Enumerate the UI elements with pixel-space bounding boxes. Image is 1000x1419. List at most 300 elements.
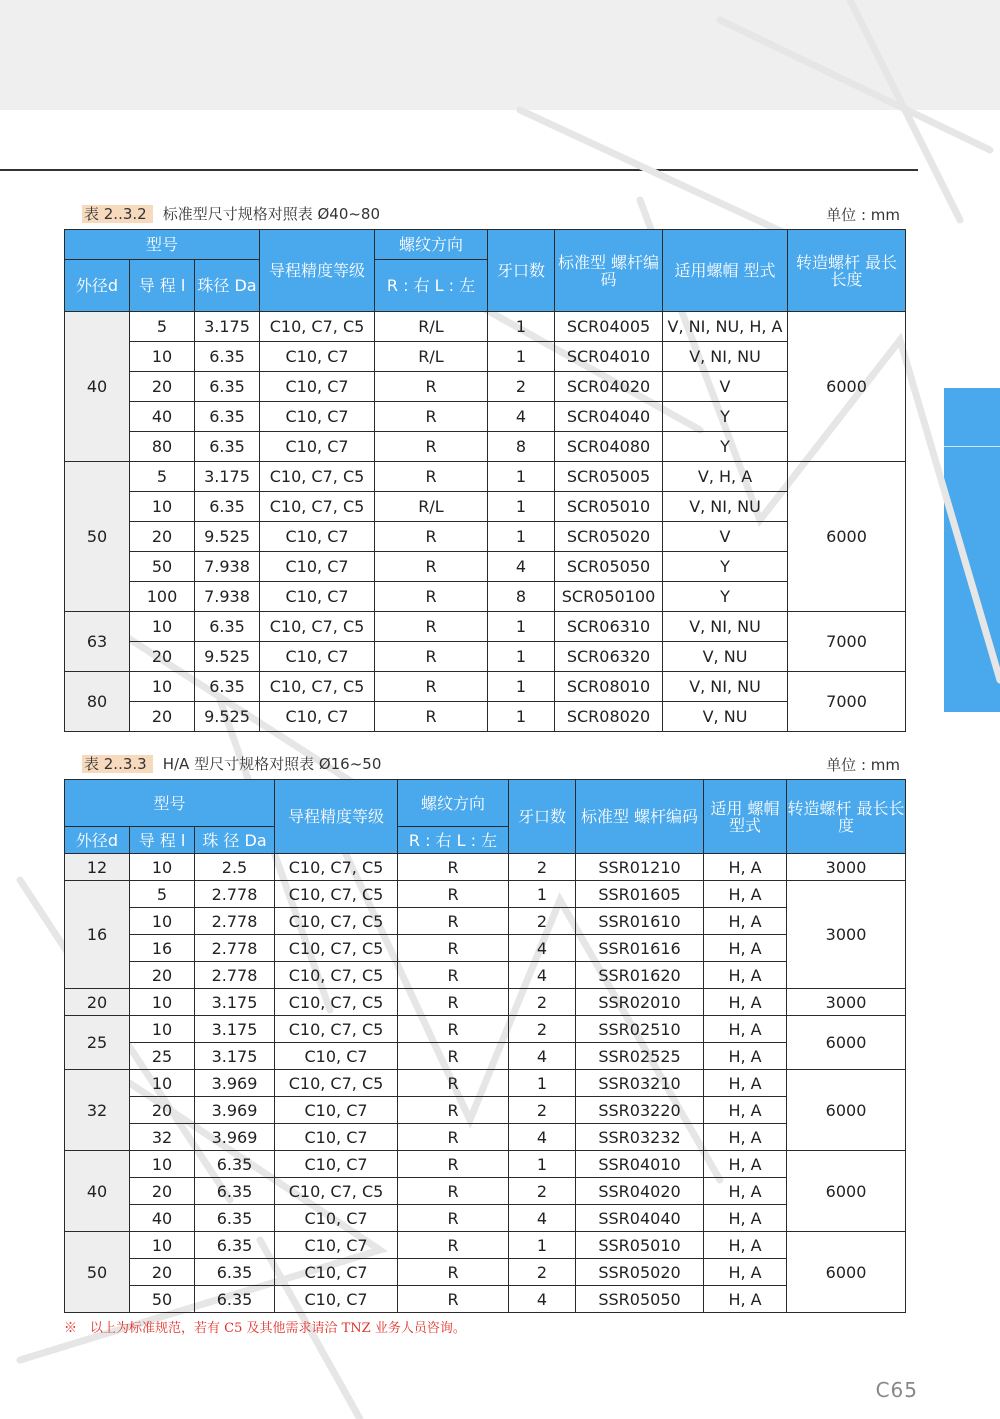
cell-screw-code: SSR01605 — [576, 881, 704, 908]
header-max-length: 转造螺杆 最长长度 — [788, 230, 906, 312]
cell-lead: 20 — [130, 522, 195, 552]
cell-screw-code: SSR01620 — [576, 962, 704, 989]
cell-lead: 50 — [130, 1286, 195, 1313]
cell-nut-type: V, NI, NU — [663, 492, 788, 522]
cell-accuracy: C10, C7, C5 — [260, 462, 375, 492]
cell-starts: 1 — [488, 612, 555, 642]
cell-nut-type: V, NI, NU — [663, 612, 788, 642]
cell-ball-diameter: 6.35 — [195, 672, 260, 702]
table-row — [65, 1286, 906, 1313]
header-starts: 牙口数 — [509, 780, 576, 854]
cell-nut-type: H, A — [704, 1124, 787, 1151]
cell-screw-code: SCR050100 — [555, 582, 663, 612]
cell-ball-diameter: 3.969 — [195, 1124, 275, 1151]
cell-starts: 2 — [509, 854, 576, 881]
cell-ball-diameter: 3.175 — [195, 1043, 275, 1070]
cell-screw-code: SCR05010 — [555, 492, 663, 522]
table-row — [65, 962, 906, 989]
cell-thread-direction: R — [375, 372, 488, 402]
cell-ball-diameter: 6.35 — [195, 1232, 275, 1259]
cell-thread-direction: R — [398, 935, 509, 962]
cell-accuracy: C10, C7 — [275, 1232, 398, 1259]
cell-thread-direction: R — [398, 1043, 509, 1070]
cell-starts: 1 — [509, 1232, 576, 1259]
cell-nut-type: V, NI, NU — [663, 342, 788, 372]
cell-starts: 2 — [509, 989, 576, 1016]
header-thread-direction: 螺纹方向 — [375, 230, 488, 260]
cell-ball-diameter: 3.175 — [195, 989, 275, 1016]
cell-nut-type: H, A — [704, 989, 787, 1016]
cell-screw-code: SSR04020 — [576, 1178, 704, 1205]
cell-lead: 10 — [130, 908, 195, 935]
cell-screw-code: SSR02010 — [576, 989, 704, 1016]
footnote: ※ 以上为标准规范，若有 C5 及其他需求请洽 TNZ 业务人员咨询。 — [64, 1321, 466, 1336]
cell-ball-diameter: 3.175 — [195, 462, 260, 492]
table-row — [65, 372, 906, 402]
cell-thread-direction: R — [398, 1016, 509, 1043]
table-row — [65, 908, 906, 935]
cell-starts: 2 — [488, 372, 555, 402]
table-row — [65, 1178, 906, 1205]
cell-nut-type: Y — [663, 432, 788, 462]
top-band — [0, 0, 1000, 110]
cell-nut-type: H, A — [704, 1259, 787, 1286]
cell-nut-type: H, A — [704, 1286, 787, 1313]
cell-nut-type: H, A — [704, 1205, 787, 1232]
table-row — [65, 462, 906, 492]
cell-lead: 20 — [130, 372, 195, 402]
cell-ball-diameter: 6.35 — [195, 1151, 275, 1178]
cell-accuracy: C10, C7 — [275, 1151, 398, 1178]
cell-starts: 4 — [488, 552, 555, 582]
cell-accuracy: C10, C7 — [260, 582, 375, 612]
cell-thread-direction: R/L — [375, 312, 488, 342]
cell-starts: 1 — [488, 312, 555, 342]
cell-screw-code: SSR05020 — [576, 1259, 704, 1286]
cell-thread-direction: R — [398, 1151, 509, 1178]
cell-thread-direction: R — [375, 642, 488, 672]
table2-caption-title: H/A 型尺寸规格对照表 Ø16~50 — [162, 755, 382, 773]
cell-max-length: 3000 — [787, 854, 906, 881]
table-row — [65, 702, 906, 732]
cell-ball-diameter: 6.35 — [195, 1286, 275, 1313]
cell-thread-direction: R — [398, 962, 509, 989]
cell-ball-diameter: 6.35 — [195, 492, 260, 522]
cell-outer-diameter: 40 — [65, 1151, 130, 1232]
table-row — [65, 672, 906, 702]
header-screw-code: 标准型 螺杆编码 — [576, 780, 704, 854]
cell-accuracy: C10, C7, C5 — [275, 1070, 398, 1097]
cell-nut-type: H, A — [704, 1016, 787, 1043]
cell-lead: 10 — [130, 342, 195, 372]
cell-lead: 5 — [130, 881, 195, 908]
cell-ball-diameter: 2.5 — [195, 854, 275, 881]
cell-nut-type: H, A — [704, 908, 787, 935]
cell-accuracy: C10, C7 — [260, 342, 375, 372]
cell-nut-type: H, A — [704, 1097, 787, 1124]
table-row — [65, 1259, 906, 1286]
cell-nut-type: H, A — [704, 1151, 787, 1178]
cell-starts: 1 — [488, 342, 555, 372]
cell-nut-type: H, A — [704, 1070, 787, 1097]
table2-caption-number: 表 2..3.3 — [82, 755, 153, 773]
table-row — [65, 1232, 906, 1259]
cell-max-length: 7000 — [788, 612, 906, 672]
cell-thread-direction: R — [398, 908, 509, 935]
cell-accuracy: C10, C7, C5 — [275, 854, 398, 881]
cell-nut-type: Y — [663, 582, 788, 612]
cell-thread-direction: R — [375, 582, 488, 612]
cell-nut-type: H, A — [704, 1178, 787, 1205]
cell-lead: 20 — [130, 1259, 195, 1286]
cell-screw-code: SCR04020 — [555, 372, 663, 402]
cell-lead: 20 — [130, 1178, 195, 1205]
cell-screw-code: SCR06310 — [555, 612, 663, 642]
cell-lead: 16 — [130, 935, 195, 962]
table-row — [65, 522, 906, 552]
cell-outer-diameter: 32 — [65, 1070, 130, 1151]
cell-lead: 10 — [130, 672, 195, 702]
cell-lead: 10 — [130, 1151, 195, 1178]
cell-starts: 4 — [509, 1124, 576, 1151]
side-tab — [944, 388, 1000, 712]
cell-thread-direction: R — [375, 612, 488, 642]
table-row — [65, 342, 906, 372]
cell-accuracy: C10, C7 — [275, 1205, 398, 1232]
table-row — [65, 1151, 906, 1178]
cell-accuracy: C10, C7, C5 — [260, 492, 375, 522]
cell-starts: 1 — [509, 881, 576, 908]
cell-ball-diameter: 3.175 — [195, 312, 260, 342]
table-row — [65, 432, 906, 462]
table-row — [65, 1016, 906, 1043]
cell-screw-code: SCR08020 — [555, 702, 663, 732]
header-thread-sub: R : 右 L : 左 — [375, 260, 488, 312]
cell-screw-code: SSR03232 — [576, 1124, 704, 1151]
table-row — [65, 1097, 906, 1124]
cell-accuracy: C10, C7, C5 — [260, 312, 375, 342]
cell-ball-diameter: 6.35 — [195, 1178, 275, 1205]
cell-starts: 2 — [509, 908, 576, 935]
cell-accuracy: C10, C7 — [260, 702, 375, 732]
header-nut-type: 适用 螺帽型式 — [704, 780, 787, 854]
cell-thread-direction: R/L — [375, 342, 488, 372]
cell-ball-diameter: 6.35 — [195, 402, 260, 432]
cell-outer-diameter: 25 — [65, 1016, 130, 1070]
cell-lead: 50 — [130, 552, 195, 582]
cell-thread-direction: R — [398, 1205, 509, 1232]
cell-starts: 4 — [509, 1205, 576, 1232]
header-starts: 牙口数 — [488, 230, 555, 312]
cell-screw-code: SSR01616 — [576, 935, 704, 962]
cell-accuracy: C10, C7, C5 — [275, 1178, 398, 1205]
header-accuracy: 导程精度等级 — [260, 230, 375, 312]
cell-outer-diameter: 16 — [65, 881, 130, 989]
cell-thread-direction: R — [375, 552, 488, 582]
table-row — [65, 582, 906, 612]
cell-screw-code: SCR06320 — [555, 642, 663, 672]
table-row — [65, 612, 906, 642]
table-row — [65, 552, 906, 582]
cell-lead: 10 — [130, 1070, 195, 1097]
cell-accuracy: C10, C7 — [260, 522, 375, 552]
table-row — [65, 989, 906, 1016]
cell-ball-diameter: 9.525 — [195, 522, 260, 552]
cell-thread-direction: R — [398, 1178, 509, 1205]
cell-nut-type: H, A — [704, 1043, 787, 1070]
cell-starts: 1 — [488, 522, 555, 552]
cell-outer-diameter: 80 — [65, 672, 130, 732]
cell-lead: 5 — [130, 462, 195, 492]
cell-accuracy: C10, C7 — [275, 1259, 398, 1286]
cell-lead: 20 — [130, 642, 195, 672]
cell-ball-diameter: 6.35 — [195, 612, 260, 642]
cell-starts: 4 — [509, 935, 576, 962]
cell-max-length: 6000 — [787, 1070, 906, 1151]
table2 — [64, 779, 906, 1313]
cell-max-length: 3000 — [787, 989, 906, 1016]
table-row — [65, 935, 906, 962]
cell-ball-diameter: 6.35 — [195, 372, 260, 402]
cell-max-length: 6000 — [787, 1016, 906, 1070]
cell-lead: 100 — [130, 582, 195, 612]
cell-thread-direction: R — [398, 1070, 509, 1097]
table-row — [65, 1124, 906, 1151]
table2-caption — [82, 753, 381, 774]
cell-nut-type: V, NI, NU, H, A — [663, 312, 788, 342]
header-ball-diameter: 珠径 Da — [195, 260, 260, 312]
cell-ball-diameter: 3.175 — [195, 1016, 275, 1043]
cell-thread-direction: R — [398, 1232, 509, 1259]
table-row — [65, 1070, 906, 1097]
cell-accuracy: C10, C7, C5 — [275, 908, 398, 935]
cell-ball-diameter: 6.35 — [195, 1259, 275, 1286]
cell-accuracy: C10, C7, C5 — [260, 672, 375, 702]
cell-max-length: 3000 — [787, 881, 906, 989]
cell-accuracy: C10, C7 — [260, 552, 375, 582]
cell-accuracy: C10, C7, C5 — [275, 1016, 398, 1043]
cell-starts: 4 — [509, 1043, 576, 1070]
cell-lead: 20 — [130, 1097, 195, 1124]
cell-starts: 2 — [509, 1097, 576, 1124]
cell-ball-diameter: 9.525 — [195, 642, 260, 672]
cell-starts: 4 — [488, 402, 555, 432]
cell-starts: 1 — [488, 492, 555, 522]
cell-lead: 80 — [130, 432, 195, 462]
table-row — [65, 854, 906, 881]
header-thread-sub: R : 右 L : 左 — [398, 827, 509, 854]
cell-max-length: 6000 — [788, 312, 906, 462]
cell-lead: 5 — [130, 312, 195, 342]
cell-screw-code: SSR02525 — [576, 1043, 704, 1070]
cell-starts: 2 — [509, 1259, 576, 1286]
cell-nut-type: V, NU — [663, 702, 788, 732]
cell-max-length: 6000 — [788, 462, 906, 612]
header-lead: 导 程 l — [130, 260, 195, 312]
cell-thread-direction: R/L — [375, 492, 488, 522]
cell-starts: 1 — [488, 642, 555, 672]
cell-ball-diameter: 3.969 — [195, 1070, 275, 1097]
cell-starts: 8 — [488, 582, 555, 612]
header-outer-diameter: 外径d — [65, 260, 130, 312]
header-model: 型号 — [65, 780, 275, 827]
cell-thread-direction: R — [375, 402, 488, 432]
table1 — [64, 229, 906, 732]
cell-lead: 10 — [130, 854, 195, 881]
table1-caption — [82, 203, 380, 224]
cell-nut-type: H, A — [704, 881, 787, 908]
page-number: C65 — [875, 1378, 918, 1402]
cell-accuracy: C10, C7 — [275, 1124, 398, 1151]
table-row — [65, 492, 906, 522]
cell-screw-code: SSR03210 — [576, 1070, 704, 1097]
cell-ball-diameter: 2.778 — [195, 962, 275, 989]
cell-thread-direction: R — [375, 522, 488, 552]
cell-starts: 1 — [509, 1070, 576, 1097]
cell-outer-diameter: 20 — [65, 989, 130, 1016]
cell-accuracy: C10, C7 — [260, 372, 375, 402]
cell-ball-diameter: 7.938 — [195, 582, 260, 612]
table-row — [65, 881, 906, 908]
cell-max-length: 7000 — [788, 672, 906, 732]
cell-screw-code: SCR04005 — [555, 312, 663, 342]
cell-accuracy: C10, C7 — [275, 1286, 398, 1313]
cell-nut-type: H, A — [704, 854, 787, 881]
cell-screw-code: SSR05050 — [576, 1286, 704, 1313]
cell-ball-diameter: 7.938 — [195, 552, 260, 582]
cell-accuracy: C10, C7, C5 — [260, 612, 375, 642]
table-row — [65, 1205, 906, 1232]
cell-screw-code: SCR08010 — [555, 672, 663, 702]
cell-max-length: 6000 — [787, 1151, 906, 1232]
cell-outer-diameter: 12 — [65, 854, 130, 881]
cell-starts: 2 — [509, 1016, 576, 1043]
cell-nut-type: Y — [663, 552, 788, 582]
cell-thread-direction: R — [398, 881, 509, 908]
cell-ball-diameter: 6.35 — [195, 432, 260, 462]
cell-thread-direction: R — [375, 432, 488, 462]
header-nut-type: 适用螺帽 型式 — [663, 230, 788, 312]
table1-caption-title: 标准型尺寸规格对照表 Ø40~80 — [162, 205, 381, 223]
cell-accuracy: C10, C7, C5 — [275, 935, 398, 962]
cell-ball-diameter: 2.778 — [195, 881, 275, 908]
cell-nut-type: V — [663, 522, 788, 552]
cell-screw-code: SCR05020 — [555, 522, 663, 552]
cell-thread-direction: R — [398, 1259, 509, 1286]
header-screw-code: 标准型 螺杆编码 — [555, 230, 663, 312]
cell-thread-direction: R — [398, 1124, 509, 1151]
cell-ball-diameter: 2.778 — [195, 908, 275, 935]
cell-lead: 20 — [130, 962, 195, 989]
cell-ball-diameter: 6.35 — [195, 1205, 275, 1232]
cell-ball-diameter: 9.525 — [195, 702, 260, 732]
cell-screw-code: SCR04040 — [555, 402, 663, 432]
cell-accuracy: C10, C7, C5 — [275, 989, 398, 1016]
cell-outer-diameter: 40 — [65, 312, 130, 462]
header-outer-diameter: 外径d — [65, 827, 130, 854]
cell-starts: 2 — [509, 1178, 576, 1205]
cell-nut-type: V, NU — [663, 642, 788, 672]
cell-lead: 40 — [130, 1205, 195, 1232]
header-accuracy: 导程精度等级 — [275, 780, 398, 854]
header-model: 型号 — [65, 230, 260, 260]
cell-accuracy: C10, C7, C5 — [275, 962, 398, 989]
cell-lead: 10 — [130, 1016, 195, 1043]
cell-accuracy: C10, C7 — [260, 432, 375, 462]
cell-starts: 1 — [509, 1151, 576, 1178]
table-row — [65, 1043, 906, 1070]
header-lead: 导 程 l — [130, 827, 195, 854]
cell-accuracy: C10, C7 — [260, 642, 375, 672]
cell-outer-diameter: 50 — [65, 1232, 130, 1313]
cell-thread-direction: R — [398, 854, 509, 881]
cell-screw-code: SSR01610 — [576, 908, 704, 935]
header-thread-direction: 螺纹方向 — [398, 780, 509, 827]
cell-screw-code: SSR04010 — [576, 1151, 704, 1178]
cell-nut-type: Y — [663, 402, 788, 432]
cell-screw-code: SCR05005 — [555, 462, 663, 492]
cell-lead: 32 — [130, 1124, 195, 1151]
cell-screw-code: SSR02510 — [576, 1016, 704, 1043]
cell-accuracy: C10, C7 — [275, 1097, 398, 1124]
table2-unit: 单位 : mm — [826, 756, 900, 774]
cell-starts: 4 — [509, 962, 576, 989]
cell-nut-type: H, A — [704, 962, 787, 989]
cell-lead: 10 — [130, 1232, 195, 1259]
cell-starts: 1 — [488, 672, 555, 702]
table-row — [65, 312, 906, 342]
cell-ball-diameter: 6.35 — [195, 342, 260, 372]
cell-lead: 10 — [130, 612, 195, 642]
cell-thread-direction: R — [398, 1286, 509, 1313]
cell-screw-code: SSR04040 — [576, 1205, 704, 1232]
cell-nut-type: H, A — [704, 935, 787, 962]
cell-accuracy: C10, C7 — [260, 402, 375, 432]
cell-screw-code: SSR03220 — [576, 1097, 704, 1124]
cell-accuracy: C10, C7, C5 — [275, 881, 398, 908]
cell-screw-code: SCR04080 — [555, 432, 663, 462]
cell-starts: 1 — [488, 702, 555, 732]
cell-ball-diameter: 3.969 — [195, 1097, 275, 1124]
cell-screw-code: SSR05010 — [576, 1232, 704, 1259]
cell-nut-type: H, A — [704, 1232, 787, 1259]
cell-lead: 10 — [130, 989, 195, 1016]
header-rule — [0, 169, 918, 171]
cell-thread-direction: R — [398, 1097, 509, 1124]
cell-screw-code: SCR05050 — [555, 552, 663, 582]
cell-outer-diameter: 63 — [65, 612, 130, 672]
cell-thread-direction: R — [375, 672, 488, 702]
cell-lead: 40 — [130, 402, 195, 432]
header-ball-diameter: 珠 径 Da — [195, 827, 275, 854]
cell-starts: 8 — [488, 432, 555, 462]
cell-max-length: 6000 — [787, 1232, 906, 1313]
table-row — [65, 642, 906, 672]
table1-unit: 单位 : mm — [826, 206, 900, 224]
table1-caption-number: 表 2..3.2 — [82, 205, 153, 223]
cell-screw-code: SSR01210 — [576, 854, 704, 881]
cell-lead: 25 — [130, 1043, 195, 1070]
cell-nut-type: V, H, A — [663, 462, 788, 492]
table-row — [65, 402, 906, 432]
cell-starts: 1 — [488, 462, 555, 492]
cell-thread-direction: R — [398, 989, 509, 1016]
cell-screw-code: SCR04010 — [555, 342, 663, 372]
cell-accuracy: C10, C7 — [275, 1043, 398, 1070]
cell-ball-diameter: 2.778 — [195, 935, 275, 962]
cell-nut-type: V — [663, 372, 788, 402]
cell-thread-direction: R — [375, 462, 488, 492]
